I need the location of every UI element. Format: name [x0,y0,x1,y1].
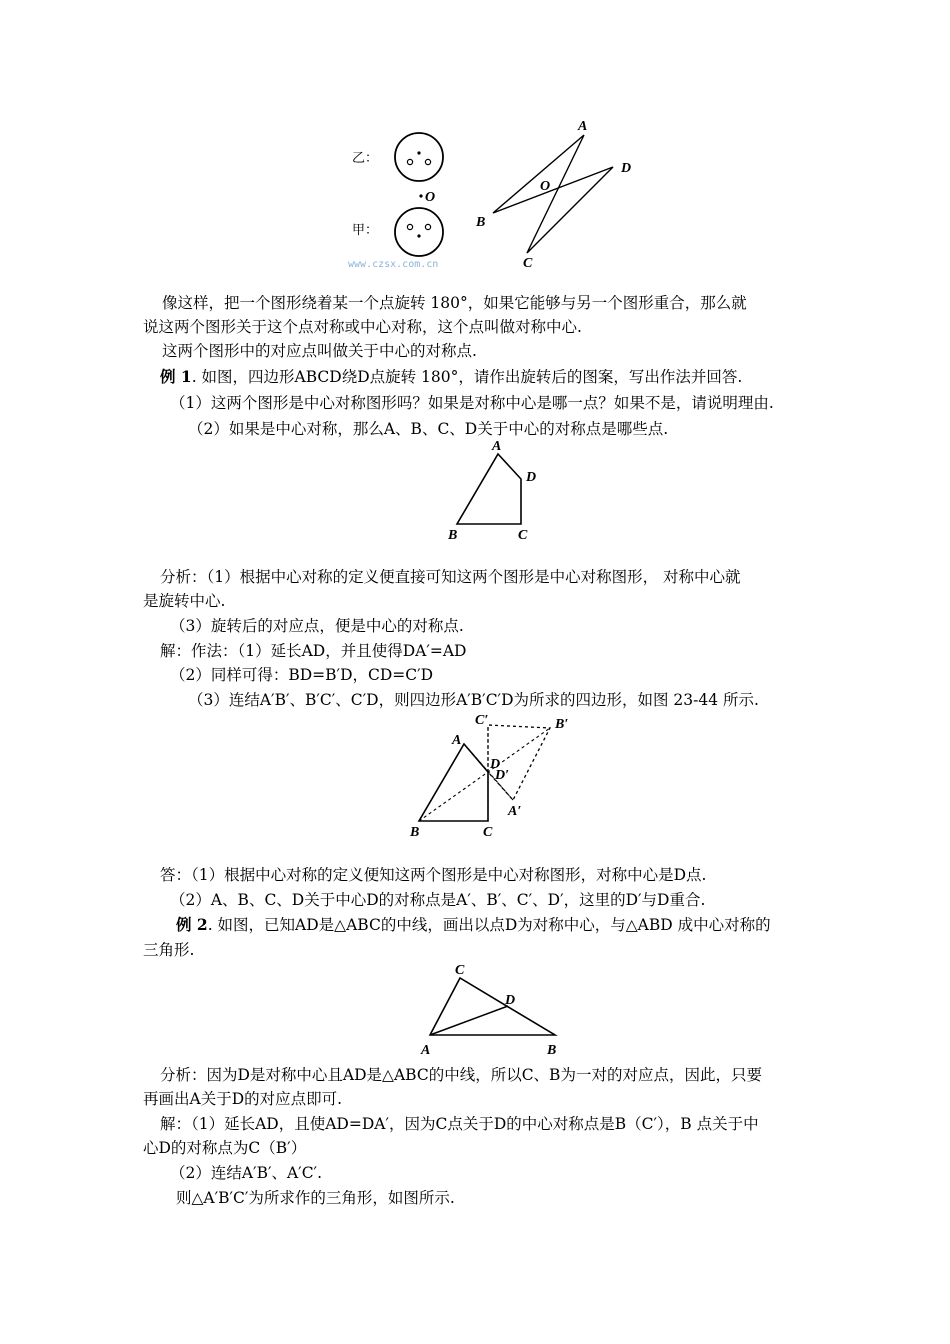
figure-triangle-median [415,958,575,1060]
ex2-analysis-2: 再画出A关于D的对应点即可. [143,1090,343,1108]
example-1-q1: （1）这两个图形是中心对称图形吗？如果是对称中心是哪一点？如果不是，请说明理由. [170,394,774,412]
example-1-head: 例 1 [160,367,192,386]
watermark: www.czsx.com.cn [348,259,439,270]
def-line-3: 这两个图形中的对应点叫做关于中心的对称点. [162,342,477,360]
def-line-2: 说这两个图形关于这个点对称或中心对称，这个点叫做对称中心. [143,318,582,336]
point-a: A [578,119,588,134]
point-o: O [540,179,551,194]
ex1-solution-1: 解：作法：（1）延长AD，并且使得DA′=AD [160,642,467,660]
figure-rotated-quadrilateral [405,708,585,843]
ex1-analysis-3: （3）旋转后的对应点，便是中心的对称点. [170,617,464,635]
tri-point-b: B [547,1043,557,1058]
center-o-label: O [425,190,436,205]
ex2-solution-2: 心D的对称点为C（B′） [143,1139,307,1157]
ex2-analysis-1: 分析：因为D是对称中心且AD是△ABC的中线，所以C、B为一对的对应点，因此，只要 [160,1066,762,1084]
ex1-analysis-1: 分析：（1）根据中心对称的定义便直接可知这两个图形是中心对称图形， 对称中心就 [160,568,741,586]
example-1-stem-text: . 如图，四边形ABCD绕D点旋转 180°，请作出旋转后的图案，写出作法并回答. [191,368,743,386]
circle-yi [395,133,443,181]
label-yi: 乙： [352,150,379,165]
triangle-lines [493,135,613,253]
ex1-analysis-2: 是旋转中心. [143,592,226,610]
ex1-answer-2: （2）A、B、C、D关于中心D的对称点是A′、B′、C′、D′，这里的D′与D重合. [170,891,706,909]
ex1-solution-2: （2）同样可得：BD=B′D，CD=C′D [170,666,434,684]
rot-point-d: D [490,757,501,772]
label-jia: 甲： [352,222,379,237]
point-d: D [621,161,632,176]
tri-point-c: C [455,963,465,978]
ex2-solution-1: 解：（1）延长AD，且使AD=DA′，因为C点关于D的中心对称点是B（C′），B 点关于中 [160,1115,759,1133]
ex1-answer-1: 答：（1）根据中心对称的定义便知这两个图形是中心对称图形，对称中心是D点. [160,866,707,884]
circle-jia [395,208,443,256]
example-1-stem [160,366,742,388]
point-b: B [476,215,486,230]
tri-point-a: A [421,1043,431,1058]
example-2-head: 例 2 [176,915,208,934]
rot-point-c: C [483,825,493,840]
example-2-stem-text: . 如图，已知AD是△ABC的中线，画出以点D为对称中心，与△ABD 成中心对称的 [207,916,771,934]
def-line-1: 像这样，把一个图形绕着某一个点旋转 180°，如果它能够与另一个图形重合，那么就 [162,294,747,312]
rot-point-cp: C′ [475,713,489,728]
rot-point-dp: D′ [495,768,510,783]
example-2-stem-2: 三角形. [143,941,195,959]
ex2-solution-3: （2）连结A′B′、A′C′. [170,1164,323,1182]
figure-rotation-example [330,110,650,275]
rot-point-b: B [410,825,420,840]
tri-point-d: D [505,993,516,1008]
quad-point-d: D [526,470,537,485]
example-2-stem [176,914,771,936]
ex1-solution-3: （3）连结A′B′、B′C′、C′D，则四边形A′B′C′D为所求的四边形，如图 23-44 所示. [188,691,759,709]
quad-point-a: A [492,439,502,454]
quad-point-b: B [448,528,458,543]
rot-point-ap: A′ [508,804,522,819]
rot-point-a: A [452,733,462,748]
rot-point-bp: B′ [555,717,569,732]
example-1-q2: （2）如果是中心对称，那么A、B、C、D关于中心的对称点是哪些点. [188,420,669,438]
ex2-solution-4: 则△A′B′C′为所求作的三角形，如图所示. [176,1189,455,1207]
figure-quadrilateral [440,436,550,548]
point-c: C [523,256,533,271]
quad-point-c: C [518,528,528,543]
